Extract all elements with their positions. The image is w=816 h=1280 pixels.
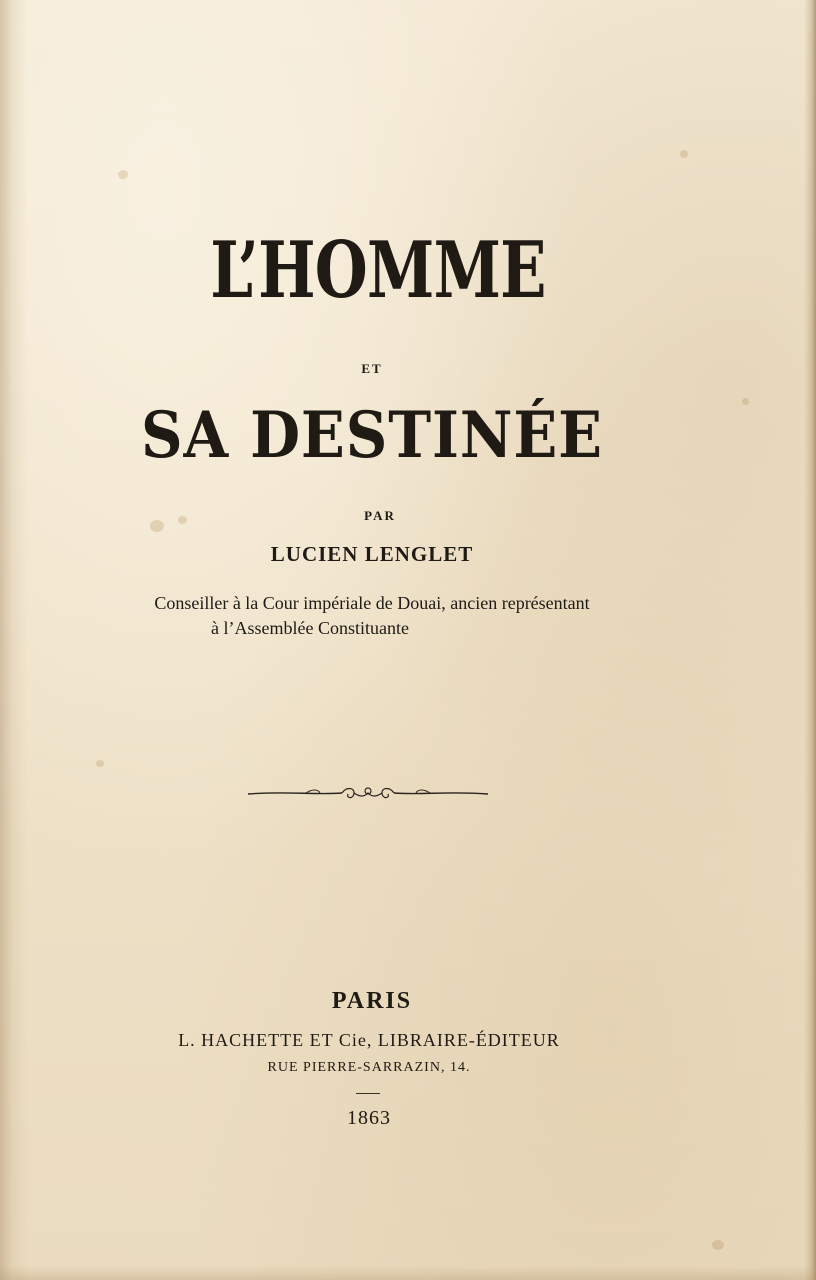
ornamental-divider [246, 782, 490, 806]
publication-year: 1863 [347, 1107, 391, 1129]
page-right-edge [804, 0, 816, 1280]
author-name: LUCIEN LENGLET [270, 542, 474, 566]
by-line: PAR [364, 508, 396, 523]
foxing-spot [742, 398, 749, 405]
publication-city: PARIS [331, 988, 413, 1014]
foxing-spot [680, 150, 688, 158]
title-conjunction: ET [361, 361, 383, 376]
foxing-spot [96, 760, 104, 767]
foxing-spot [712, 1240, 724, 1250]
page-binding-shadow [0, 0, 28, 1280]
page-bottom-edge [0, 1266, 816, 1280]
author-description-line-2: à l’Assemblée Constituante [211, 618, 409, 638]
publisher-name: L. HACHETTE ET Cie, LIBRAIRE-ÉDITEUR [178, 1030, 560, 1050]
book-title-continued: SA DESTINÉE [141, 398, 603, 473]
short-rule-divider [356, 1093, 380, 1094]
foxing-spot [118, 170, 128, 179]
publisher-address: RUE PIERRE-SARRAZIN, 14. [267, 1060, 471, 1075]
book-title: L’HOMME [210, 225, 546, 316]
author-description-line-1: Conseiller à la Cour impériale de Douai, ancien représentant [154, 593, 590, 613]
